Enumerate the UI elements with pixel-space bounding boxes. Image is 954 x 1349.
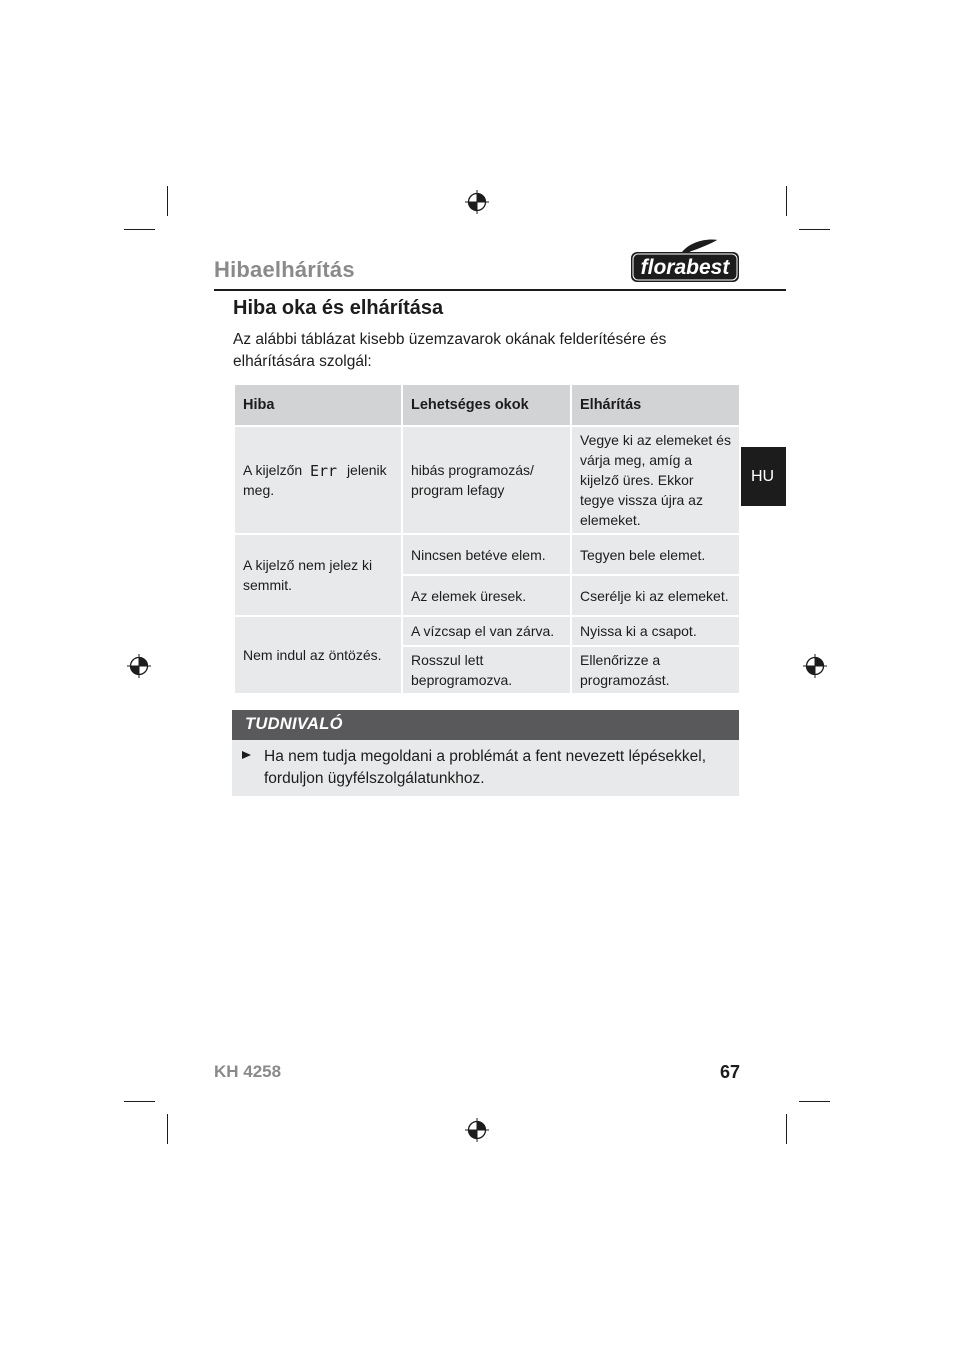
remedy-cell: Nyissa ki a csapot. [571,616,740,646]
remedy-cell: Ellenőrizze a programozást. [571,646,740,694]
table-row [234,426,740,534]
problem-cell: A kijelző nem jelez ki semmit. [234,534,402,616]
table-row [234,616,740,646]
cause-cell: Nincsen betéve elem. [402,534,571,575]
column-header-remedy: Elhárítás [571,384,740,426]
registration-mark-icon [802,653,828,679]
cause-cell: hibás programozás/ program lefagy [402,426,571,534]
registration-mark-icon [126,653,152,679]
note-title: TUDNIVALÓ [245,715,343,733]
problem-prefix: A kijelzőn [243,462,303,478]
crop-mark [799,229,830,230]
crop-mark [799,1101,830,1102]
problem-cell: Nem indul az öntözés. [234,616,402,694]
intro-text: Az alábbi táblázat kisebb üzemzavarok okának felderítésére és elhárítására szolgál: [233,331,667,370]
troubleshooting-table [233,383,741,695]
remedy-cell: Cserélje ki az elemeket. [571,575,740,616]
err-display-icon [309,462,340,478]
note-body [232,740,739,796]
cause-cell: Az elemek üresek. [402,575,571,616]
remedy-cell: Vegye ki az elemeket és várja meg, amíg a kijelző üres. Ekkor tegye vissza újra az elemeket. [571,426,740,534]
table-row [234,534,740,575]
table-header-row [234,384,740,426]
problem-cell [234,426,402,534]
bullet-arrow-icon [242,751,251,759]
crop-mark [124,1101,155,1102]
note-text: Ha nem tudja megoldani a problémát a fent nevezett lépésekkel, forduljon ügyfélszolgálatunkhoz. [264,748,707,787]
cause-cell: Rosszul lett beprogramozva. [402,646,571,694]
crop-mark [786,186,787,216]
page-title: Hibaelhárítás [214,257,355,282]
cause-cell: A vízcsap el van zárva. [402,616,571,646]
section-title: Hiba oka és elhárítása [233,297,444,319]
header-rule [214,289,786,291]
remedy-cell: Tegyen bele elemet. [571,534,740,575]
page-number: 67 [719,1062,740,1082]
registration-mark-icon [464,1117,490,1143]
crop-mark [786,1114,787,1144]
logo-text: florabest [640,256,730,279]
crop-mark [167,186,168,216]
registration-mark-icon [464,189,490,215]
err-display-text: Err [310,462,338,478]
problem-suffix: jelenik meg. [243,462,387,498]
footer-model: KH 4258 [214,1062,282,1081]
note-header [232,710,739,740]
florabest-logo [630,238,740,284]
column-header-problem: Hiba [234,384,402,426]
crop-mark [167,1114,168,1144]
language-tab: HU [739,447,786,506]
crop-mark [124,229,155,230]
column-header-cause: Lehetséges okok [402,384,571,426]
